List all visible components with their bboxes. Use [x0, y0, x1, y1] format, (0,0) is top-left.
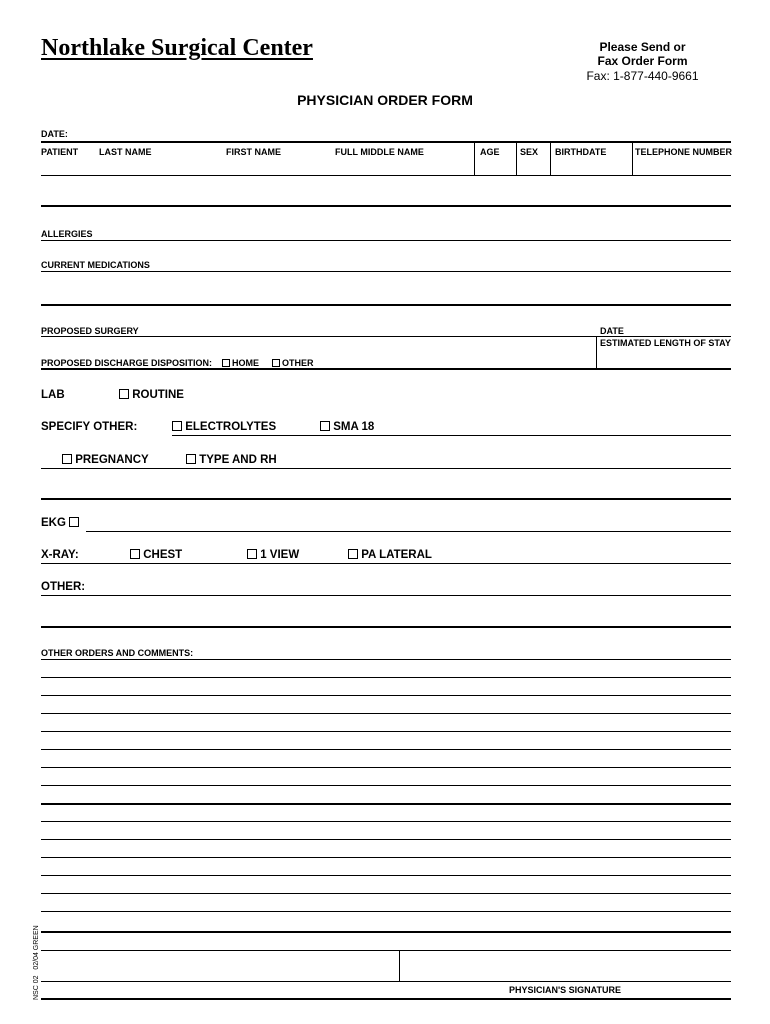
- divider: [41, 931, 731, 933]
- middle-name-label: FULL MIDDLE NAME: [335, 147, 424, 157]
- divider: [41, 998, 731, 1000]
- last-name-label: LAST NAME: [99, 147, 152, 157]
- type-rh-checkbox[interactable]: [186, 454, 196, 464]
- comment-line[interactable]: [41, 659, 731, 660]
- divider: [41, 368, 731, 370]
- birthdate-label: BIRTHDATE: [555, 147, 607, 157]
- divider: [41, 950, 731, 951]
- one-view-checkbox[interactable]: [247, 549, 257, 559]
- surgery-date-label: DATE: [600, 326, 624, 336]
- proposed-surgery-label: PROPOSED SURGERY: [41, 326, 139, 336]
- pa-lateral-option[interactable]: [348, 549, 432, 561]
- divider: [41, 304, 731, 306]
- physician-signature-label: PHYSICIAN'S SIGNATURE: [509, 985, 621, 995]
- allergies-line[interactable]: [41, 240, 731, 241]
- lab-other-line[interactable]: [41, 468, 731, 469]
- estimated-stay-label: ESTIMATED LENGTH OF STAY: [600, 338, 731, 348]
- org-name: Northlake Surgical Center: [41, 35, 313, 61]
- ekg-line[interactable]: [86, 531, 731, 532]
- sma18-checkbox[interactable]: [320, 421, 330, 431]
- divider: [41, 498, 731, 500]
- divider: [41, 803, 731, 805]
- comment-line[interactable]: [41, 677, 731, 678]
- comment-line[interactable]: [41, 911, 731, 912]
- sma18-label: SMA 18: [333, 421, 375, 433]
- home-label: HOME: [232, 358, 259, 368]
- telephone-label: TELEPHONE NUMBER: [635, 147, 733, 157]
- pa-lateral-checkbox[interactable]: [348, 549, 358, 559]
- comment-line[interactable]: [41, 767, 731, 768]
- electrolytes-label: ELECTROLYTES: [185, 421, 277, 433]
- fax-number: Fax: 1-877-440-9661: [586, 69, 699, 83]
- pa-lateral-label: PA LATERAL: [361, 549, 432, 561]
- one-view-label: 1 VIEW: [260, 549, 300, 561]
- age-label: AGE: [480, 147, 500, 157]
- patient-label: PATIENT: [41, 147, 79, 157]
- chest-checkbox[interactable]: [130, 549, 140, 559]
- comment-line[interactable]: [41, 731, 731, 732]
- tests-other-line[interactable]: [41, 595, 731, 596]
- signature-line[interactable]: [41, 981, 731, 982]
- discharge-home-option[interactable]: [222, 358, 259, 368]
- patient-name-line[interactable]: [41, 175, 731, 176]
- comment-line[interactable]: [41, 749, 731, 750]
- comment-line[interactable]: [41, 785, 731, 786]
- comment-line[interactable]: [41, 839, 731, 840]
- divider: [632, 143, 633, 176]
- divider: [41, 141, 731, 143]
- pregnancy-option[interactable]: [62, 454, 149, 466]
- first-name-label: FIRST NAME: [226, 147, 281, 157]
- divider: [474, 143, 475, 176]
- divider: [550, 143, 551, 176]
- lab-label: LAB: [41, 389, 65, 401]
- type-rh-option[interactable]: [186, 454, 277, 466]
- comment-line[interactable]: [41, 893, 731, 894]
- other-orders-label: OTHER ORDERS AND COMMENTS:: [41, 648, 194, 658]
- comment-line[interactable]: [41, 857, 731, 858]
- date-label: DATE:: [41, 129, 68, 139]
- specify-other-line[interactable]: [172, 435, 731, 436]
- send-line-2: Fax Order Form: [597, 54, 688, 68]
- discharge-other-option[interactable]: [272, 358, 314, 368]
- ekg-label: EKG: [41, 517, 66, 529]
- pregnancy-checkbox[interactable]: [62, 454, 72, 464]
- ekg-checkbox[interactable]: [69, 517, 79, 527]
- divider: [41, 626, 731, 628]
- routine-checkbox[interactable]: [119, 389, 129, 399]
- discharge-label: PROPOSED DISCHARGE DISPOSITION:: [41, 358, 213, 368]
- divider: [399, 950, 400, 982]
- form-title: PHYSICIAN ORDER FORM: [297, 92, 473, 108]
- specify-other-label: SPECIFY OTHER:: [41, 421, 138, 433]
- sma18-option[interactable]: [320, 421, 374, 433]
- form-code: NSC 02 02/04 GREEN: [33, 925, 40, 1000]
- comment-line[interactable]: [41, 821, 731, 822]
- ekg-option[interactable]: [41, 517, 79, 529]
- send-instructions: [545, 40, 740, 68]
- sex-label: SEX: [520, 147, 539, 157]
- one-view-option[interactable]: [247, 549, 299, 561]
- divider: [516, 143, 517, 176]
- comment-line[interactable]: [41, 695, 731, 696]
- type-rh-label: TYPE AND RH: [199, 454, 277, 466]
- chest-option[interactable]: [130, 549, 182, 561]
- routine-label: ROUTINE: [132, 389, 184, 401]
- send-line-1: Please Send or: [599, 40, 686, 54]
- proposed-surgery-line[interactable]: [41, 336, 731, 337]
- allergies-label: ALLERGIES: [41, 229, 93, 239]
- other-checkbox[interactable]: [272, 359, 280, 367]
- tests-other-label: OTHER:: [41, 581, 86, 593]
- xray-label: X-RAY:: [41, 549, 79, 561]
- electrolytes-checkbox[interactable]: [172, 421, 182, 431]
- xray-line[interactable]: [41, 563, 731, 564]
- chest-label: CHEST: [143, 549, 183, 561]
- current-medications-label: CURRENT MEDICATIONS: [41, 260, 150, 270]
- divider: [596, 336, 597, 369]
- pregnancy-label: PREGNANCY: [75, 454, 149, 466]
- home-checkbox[interactable]: [222, 359, 230, 367]
- comment-line[interactable]: [41, 713, 731, 714]
- comment-line[interactable]: [41, 875, 731, 876]
- electrolytes-option[interactable]: [172, 421, 276, 433]
- divider: [41, 205, 731, 207]
- current-medications-line[interactable]: [41, 271, 731, 272]
- routine-option[interactable]: [119, 389, 184, 401]
- other-label: OTHER: [282, 358, 314, 368]
